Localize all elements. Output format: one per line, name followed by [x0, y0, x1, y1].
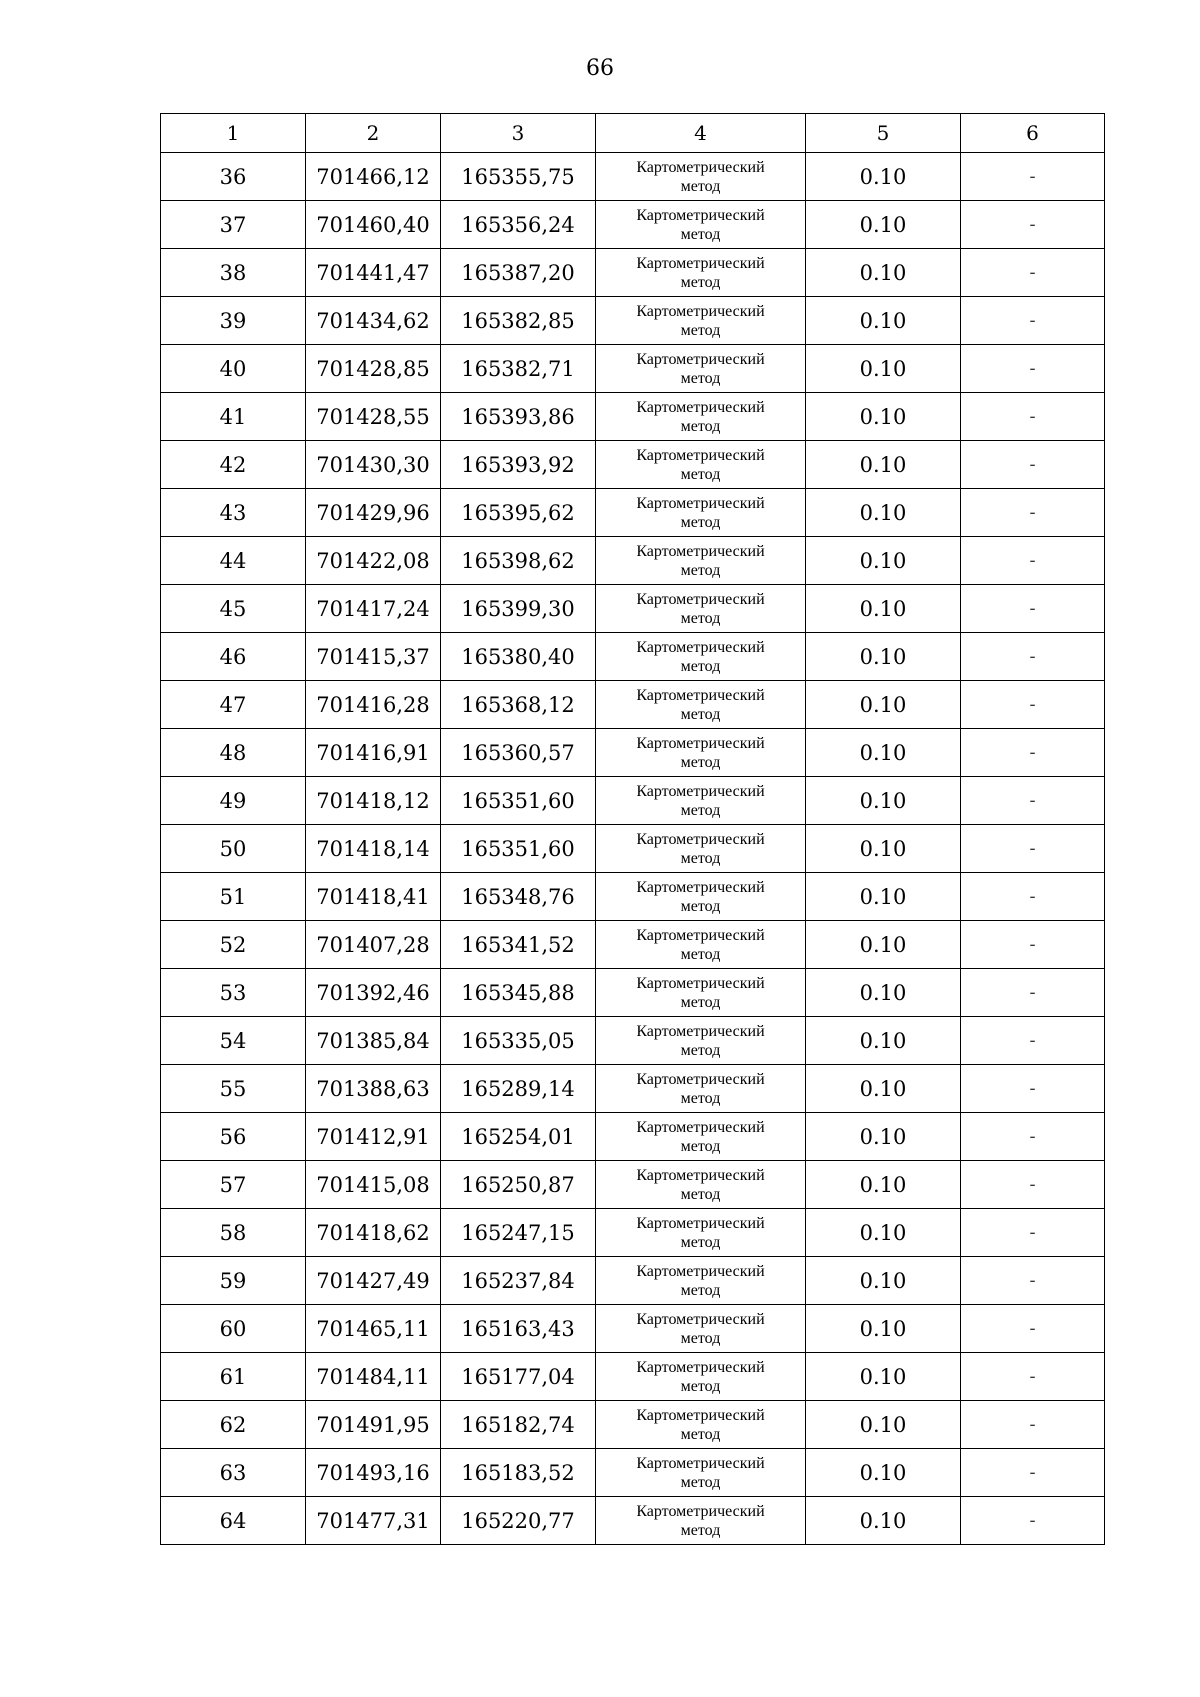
table-row: [161, 393, 1105, 441]
y-coordinate-cell: 165254,01: [441, 1113, 596, 1161]
accuracy-cell: 0.10: [806, 393, 961, 441]
y-coordinate-cell: 165351,60: [441, 777, 596, 825]
method-cell: [596, 297, 806, 345]
method-label-line2: метод: [680, 1329, 721, 1347]
y-coordinate-cell: 165393,86: [441, 393, 596, 441]
method-label-line2: метод: [680, 225, 721, 243]
method-label-line1: Картометрический: [636, 734, 765, 752]
accuracy-cell: 0.10: [806, 1017, 961, 1065]
x-coordinate-cell: 701429,96: [306, 489, 441, 537]
table-row: [161, 1017, 1105, 1065]
method-label-line2: метод: [680, 897, 721, 915]
method-cell: [596, 729, 806, 777]
table-row: [161, 201, 1105, 249]
y-coordinate-cell: 165345,88: [441, 969, 596, 1017]
point-number-cell: 50: [161, 825, 306, 873]
accuracy-cell: 0.10: [806, 1305, 961, 1353]
y-coordinate-cell: 165250,87: [441, 1161, 596, 1209]
point-number-cell: 43: [161, 489, 306, 537]
note-cell: -: [961, 1305, 1105, 1353]
method-label-line1: Картометрический: [636, 686, 765, 704]
point-number-cell: 64: [161, 1497, 306, 1545]
accuracy-cell: 0.10: [806, 1209, 961, 1257]
method-label-line1: Картометрический: [636, 1214, 765, 1232]
x-coordinate-cell: 701418,41: [306, 873, 441, 921]
method-label-line2: метод: [680, 849, 721, 867]
method-label-line1: Картометрический: [636, 926, 765, 944]
method-label-line1: Картометрический: [636, 782, 765, 800]
method-cell: [596, 441, 806, 489]
table-row: [161, 345, 1105, 393]
x-coordinate-cell: 701418,12: [306, 777, 441, 825]
x-coordinate-cell: 701418,14: [306, 825, 441, 873]
note-cell: -: [961, 1497, 1105, 1545]
y-coordinate-cell: 165183,52: [441, 1449, 596, 1497]
table-row: [161, 1305, 1105, 1353]
method-label-line2: метод: [680, 1473, 721, 1491]
point-number-cell: 56: [161, 1113, 306, 1161]
x-coordinate-cell: 701412,91: [306, 1113, 441, 1161]
accuracy-cell: 0.10: [806, 1065, 961, 1113]
y-coordinate-cell: 165395,62: [441, 489, 596, 537]
table-row: [161, 1209, 1105, 1257]
note-cell: -: [961, 297, 1105, 345]
accuracy-cell: 0.10: [806, 297, 961, 345]
y-coordinate-cell: 165393,92: [441, 441, 596, 489]
y-coordinate-cell: 165399,30: [441, 585, 596, 633]
x-coordinate-cell: 701441,47: [306, 249, 441, 297]
method-cell: [596, 873, 806, 921]
x-coordinate-cell: 701428,55: [306, 393, 441, 441]
column-header-4: 4: [596, 114, 806, 153]
y-coordinate-cell: 165368,12: [441, 681, 596, 729]
method-cell: [596, 825, 806, 873]
point-number-cell: 39: [161, 297, 306, 345]
table-row: [161, 777, 1105, 825]
point-number-cell: 38: [161, 249, 306, 297]
method-label-line1: Картометрический: [636, 1022, 765, 1040]
method-label-line2: метод: [680, 561, 721, 579]
table-row: [161, 633, 1105, 681]
note-cell: -: [961, 393, 1105, 441]
table-row: [161, 729, 1105, 777]
method-label-line1: Картометрический: [636, 1166, 765, 1184]
note-cell: -: [961, 1353, 1105, 1401]
accuracy-cell: 0.10: [806, 1497, 961, 1545]
note-cell: -: [961, 201, 1105, 249]
accuracy-cell: 0.10: [806, 249, 961, 297]
column-header-3: 3: [441, 114, 596, 153]
point-number-cell: 63: [161, 1449, 306, 1497]
x-coordinate-cell: 701407,28: [306, 921, 441, 969]
accuracy-cell: 0.10: [806, 537, 961, 585]
note-cell: -: [961, 489, 1105, 537]
method-label-line2: метод: [680, 945, 721, 963]
note-cell: -: [961, 681, 1105, 729]
accuracy-cell: 0.10: [806, 585, 961, 633]
table-row: [161, 1113, 1105, 1161]
y-coordinate-cell: 165356,24: [441, 201, 596, 249]
method-label-line2: метод: [680, 417, 721, 435]
y-coordinate-cell: 165237,84: [441, 1257, 596, 1305]
accuracy-cell: 0.10: [806, 729, 961, 777]
note-cell: -: [961, 1017, 1105, 1065]
accuracy-cell: 0.10: [806, 1449, 961, 1497]
table-row: [161, 441, 1105, 489]
table-row: [161, 1401, 1105, 1449]
column-header-6: 6: [961, 114, 1105, 153]
accuracy-cell: 0.10: [806, 921, 961, 969]
method-label-line2: метод: [680, 513, 721, 531]
method-cell: [596, 1257, 806, 1305]
method-label-line2: метод: [680, 801, 721, 819]
method-label-line2: метод: [680, 465, 721, 483]
note-cell: -: [961, 1257, 1105, 1305]
method-label-line1: Картометрический: [636, 494, 765, 512]
method-cell: [596, 1161, 806, 1209]
column-header-2: 2: [306, 114, 441, 153]
note-cell: -: [961, 345, 1105, 393]
accuracy-cell: 0.10: [806, 201, 961, 249]
y-coordinate-cell: 165177,04: [441, 1353, 596, 1401]
point-number-cell: 51: [161, 873, 306, 921]
point-number-cell: 60: [161, 1305, 306, 1353]
table-body: [161, 153, 1105, 1545]
method-label-line2: метод: [680, 1425, 721, 1443]
note-cell: -: [961, 1065, 1105, 1113]
y-coordinate-cell: 165380,40: [441, 633, 596, 681]
table-row: [161, 297, 1105, 345]
x-coordinate-cell: 701392,46: [306, 969, 441, 1017]
note-cell: -: [961, 729, 1105, 777]
point-number-cell: 46: [161, 633, 306, 681]
method-cell: [596, 1449, 806, 1497]
x-coordinate-cell: 701434,62: [306, 297, 441, 345]
note-cell: -: [961, 1113, 1105, 1161]
note-cell: -: [961, 921, 1105, 969]
point-number-cell: 55: [161, 1065, 306, 1113]
note-cell: -: [961, 873, 1105, 921]
table-row: [161, 969, 1105, 1017]
x-coordinate-cell: 701388,63: [306, 1065, 441, 1113]
table-row: [161, 825, 1105, 873]
y-coordinate-cell: 165348,76: [441, 873, 596, 921]
table-row: [161, 681, 1105, 729]
method-label-line2: метод: [680, 657, 721, 675]
point-number-cell: 44: [161, 537, 306, 585]
accuracy-cell: 0.10: [806, 873, 961, 921]
note-cell: -: [961, 969, 1105, 1017]
method-cell: [596, 1113, 806, 1161]
method-label-line2: метод: [680, 753, 721, 771]
x-coordinate-cell: 701422,08: [306, 537, 441, 585]
x-coordinate-cell: 701491,95: [306, 1401, 441, 1449]
method-label-line2: метод: [680, 1377, 721, 1395]
method-label-line2: метод: [680, 1521, 721, 1539]
accuracy-cell: 0.10: [806, 1353, 961, 1401]
point-number-cell: 59: [161, 1257, 306, 1305]
y-coordinate-cell: 165247,15: [441, 1209, 596, 1257]
x-coordinate-cell: 701385,84: [306, 1017, 441, 1065]
x-coordinate-cell: 701484,11: [306, 1353, 441, 1401]
point-number-cell: 49: [161, 777, 306, 825]
note-cell: -: [961, 777, 1105, 825]
column-header-5: 5: [806, 114, 961, 153]
x-coordinate-cell: 701415,08: [306, 1161, 441, 1209]
method-label-line2: метод: [680, 1089, 721, 1107]
method-label-line1: Картометрический: [636, 1070, 765, 1088]
y-coordinate-cell: 165163,43: [441, 1305, 596, 1353]
point-number-cell: 53: [161, 969, 306, 1017]
table-row: [161, 921, 1105, 969]
method-cell: [596, 1497, 806, 1545]
note-cell: -: [961, 825, 1105, 873]
y-coordinate-cell: 165387,20: [441, 249, 596, 297]
x-coordinate-cell: 701416,28: [306, 681, 441, 729]
method-label-line1: Картометрический: [636, 1310, 765, 1328]
method-label-line1: Картометрический: [636, 398, 765, 416]
method-label-line1: Картометрический: [636, 830, 765, 848]
x-coordinate-cell: 701416,91: [306, 729, 441, 777]
point-number-cell: 58: [161, 1209, 306, 1257]
table-row: [161, 249, 1105, 297]
accuracy-cell: 0.10: [806, 1401, 961, 1449]
accuracy-cell: 0.10: [806, 825, 961, 873]
table-row: [161, 1449, 1105, 1497]
table-row: [161, 1065, 1105, 1113]
method-label-line2: метод: [680, 705, 721, 723]
method-label-line1: Картометрический: [636, 158, 765, 176]
x-coordinate-cell: 701417,24: [306, 585, 441, 633]
method-label-line2: метод: [680, 273, 721, 291]
note-cell: -: [961, 153, 1105, 201]
method-cell: [596, 921, 806, 969]
y-coordinate-cell: 165360,57: [441, 729, 596, 777]
note-cell: -: [961, 1161, 1105, 1209]
method-label-line2: метод: [680, 321, 721, 339]
method-cell: [596, 585, 806, 633]
x-coordinate-cell: 701465,11: [306, 1305, 441, 1353]
table-row: [161, 873, 1105, 921]
x-coordinate-cell: 701493,16: [306, 1449, 441, 1497]
x-coordinate-cell: 701460,40: [306, 201, 441, 249]
coordinates-table: [160, 113, 1105, 1545]
y-coordinate-cell: 165289,14: [441, 1065, 596, 1113]
method-label-line2: метод: [680, 993, 721, 1011]
y-coordinate-cell: 165382,85: [441, 297, 596, 345]
method-cell: [596, 1305, 806, 1353]
x-coordinate-cell: 701415,37: [306, 633, 441, 681]
method-cell: [596, 1017, 806, 1065]
method-cell: [596, 489, 806, 537]
method-label-line1: Картометрический: [636, 350, 765, 368]
method-label-line1: Картометрический: [636, 446, 765, 464]
method-cell: [596, 777, 806, 825]
method-label-line1: Картометрический: [636, 1454, 765, 1472]
accuracy-cell: 0.10: [806, 1257, 961, 1305]
note-cell: -: [961, 1449, 1105, 1497]
method-label-line2: метод: [680, 1281, 721, 1299]
accuracy-cell: 0.10: [806, 777, 961, 825]
method-cell: [596, 681, 806, 729]
method-label-line1: Картометрический: [636, 1406, 765, 1424]
method-label-line1: Картометрический: [636, 206, 765, 224]
y-coordinate-cell: 165398,62: [441, 537, 596, 585]
point-number-cell: 62: [161, 1401, 306, 1449]
y-coordinate-cell: 165335,05: [441, 1017, 596, 1065]
note-cell: -: [961, 249, 1105, 297]
point-number-cell: 52: [161, 921, 306, 969]
point-number-cell: 48: [161, 729, 306, 777]
method-cell: [596, 201, 806, 249]
method-label-line1: Картометрический: [636, 590, 765, 608]
note-cell: -: [961, 537, 1105, 585]
y-coordinate-cell: 165341,52: [441, 921, 596, 969]
x-coordinate-cell: 701418,62: [306, 1209, 441, 1257]
accuracy-cell: 0.10: [806, 1161, 961, 1209]
y-coordinate-cell: 165355,75: [441, 153, 596, 201]
point-number-cell: 40: [161, 345, 306, 393]
method-cell: [596, 153, 806, 201]
table-row: [161, 1257, 1105, 1305]
method-label-line1: Картометрический: [636, 638, 765, 656]
method-cell: [596, 537, 806, 585]
method-label-line2: метод: [680, 1041, 721, 1059]
method-label-line2: метод: [680, 609, 721, 627]
note-cell: -: [961, 1209, 1105, 1257]
x-coordinate-cell: 701477,31: [306, 1497, 441, 1545]
method-cell: [596, 969, 806, 1017]
table-row: [161, 1497, 1105, 1545]
accuracy-cell: 0.10: [806, 345, 961, 393]
point-number-cell: 47: [161, 681, 306, 729]
method-cell: [596, 249, 806, 297]
method-label-line1: Картометрический: [636, 1502, 765, 1520]
method-label-line2: метод: [680, 1185, 721, 1203]
column-header-1: 1: [161, 114, 306, 153]
method-label-line2: метод: [680, 177, 721, 195]
point-number-cell: 61: [161, 1353, 306, 1401]
accuracy-cell: 0.10: [806, 681, 961, 729]
table-row: [161, 153, 1105, 201]
note-cell: -: [961, 441, 1105, 489]
y-coordinate-cell: 165382,71: [441, 345, 596, 393]
y-coordinate-cell: 165182,74: [441, 1401, 596, 1449]
y-coordinate-cell: 165351,60: [441, 825, 596, 873]
method-label-line1: Картометрический: [636, 1358, 765, 1376]
method-cell: [596, 1209, 806, 1257]
note-cell: -: [961, 1401, 1105, 1449]
method-label-line1: Картометрический: [636, 1118, 765, 1136]
point-number-cell: 57: [161, 1161, 306, 1209]
x-coordinate-cell: 701466,12: [306, 153, 441, 201]
method-cell: [596, 633, 806, 681]
note-cell: -: [961, 633, 1105, 681]
table-row: [161, 537, 1105, 585]
point-number-cell: 36: [161, 153, 306, 201]
method-label-line1: Картометрический: [636, 254, 765, 272]
x-coordinate-cell: 701427,49: [306, 1257, 441, 1305]
method-label-line1: Картометрический: [636, 974, 765, 992]
method-label-line2: метод: [680, 1233, 721, 1251]
table-row: [161, 489, 1105, 537]
method-label-line1: Картометрический: [636, 542, 765, 560]
note-cell: -: [961, 585, 1105, 633]
table-header: [161, 114, 1105, 153]
point-number-cell: 41: [161, 393, 306, 441]
accuracy-cell: 0.10: [806, 153, 961, 201]
method-cell: [596, 1401, 806, 1449]
y-coordinate-cell: 165220,77: [441, 1497, 596, 1545]
header-row: [161, 114, 1105, 153]
method-label-line2: метод: [680, 369, 721, 387]
table-row: [161, 1161, 1105, 1209]
x-coordinate-cell: 701430,30: [306, 441, 441, 489]
accuracy-cell: 0.10: [806, 1113, 961, 1161]
accuracy-cell: 0.10: [806, 633, 961, 681]
point-number-cell: 54: [161, 1017, 306, 1065]
method-cell: [596, 393, 806, 441]
method-cell: [596, 1353, 806, 1401]
x-coordinate-cell: 701428,85: [306, 345, 441, 393]
table-row: [161, 585, 1105, 633]
accuracy-cell: 0.10: [806, 969, 961, 1017]
method-cell: [596, 345, 806, 393]
method-label-line1: Картометрический: [636, 1262, 765, 1280]
point-number-cell: 37: [161, 201, 306, 249]
accuracy-cell: 0.10: [806, 441, 961, 489]
point-number-cell: 45: [161, 585, 306, 633]
page-number: 66: [586, 56, 614, 81]
accuracy-cell: 0.10: [806, 489, 961, 537]
method-cell: [596, 1065, 806, 1113]
method-label-line1: Картометрический: [636, 302, 765, 320]
point-number-cell: 42: [161, 441, 306, 489]
method-label-line2: метод: [680, 1137, 721, 1155]
table-row: [161, 1353, 1105, 1401]
method-label-line1: Картометрический: [636, 878, 765, 896]
